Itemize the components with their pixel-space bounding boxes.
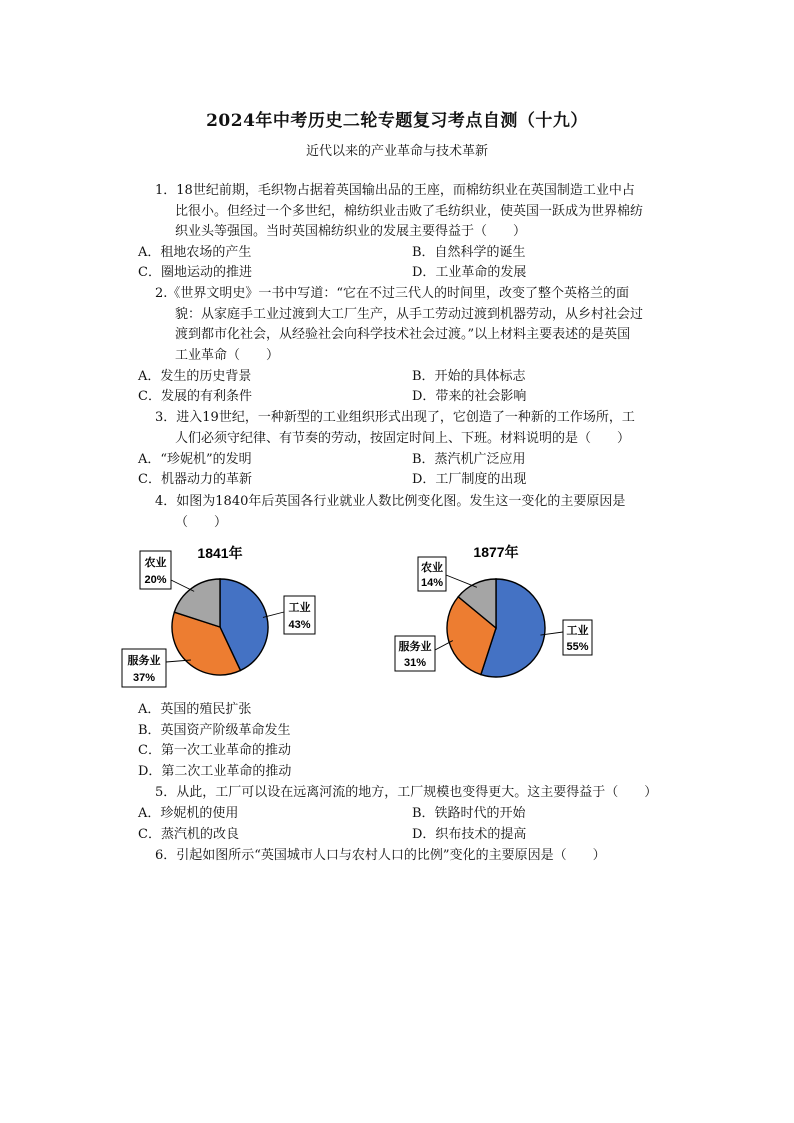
question-6-line: 6．引起如图所示“英国城市人口与农村人口的比例”变化的主要原因是（ ） bbox=[155, 848, 606, 863]
label-1877-services bbox=[395, 636, 435, 671]
option-3a[interactable]: A．“珍妮机”的发明 bbox=[138, 452, 252, 467]
svg-text:服务业: 服务业 bbox=[398, 641, 432, 653]
question-1-line: 织业头等强国。当时英国棉纺织业的发展主要得益于（ ） bbox=[175, 224, 527, 239]
leader-line-agriculture bbox=[446, 575, 477, 587]
svg-text:43%: 43% bbox=[288, 619, 311, 631]
option-2d[interactable]: D．带来的社会影响 bbox=[412, 389, 527, 404]
option-4d[interactable]: D．第二次工业革命的推动 bbox=[138, 764, 292, 779]
question-3-line: 3．进入19世纪，一种新型的工业组织形式出现了，它创造了一种新的工作场所，工 bbox=[155, 410, 635, 425]
svg-text:31%: 31% bbox=[403, 657, 427, 669]
option-5a[interactable]: A．珍妮机的使用 bbox=[138, 806, 239, 821]
question-5-line: 5．从此，工厂可以设在远离河流的地方，工厂规模也变得更大。这主要得益于（ ） bbox=[155, 785, 658, 800]
label-1841-services bbox=[122, 649, 166, 687]
svg-text:37%: 37% bbox=[132, 672, 156, 684]
option-4b[interactable]: B．英国资产阶级革命发生 bbox=[138, 723, 291, 738]
svg-text:服务业: 服务业 bbox=[127, 655, 161, 667]
option-5c[interactable]: C．蒸汽机的改良 bbox=[138, 827, 239, 842]
svg-text:14%: 14% bbox=[420, 577, 444, 589]
label-1877-industry bbox=[563, 620, 592, 655]
question-1-line: 比很小。但经过一个多世纪，棉纺织业击败了毛纺织业，使英国一跃成为世界棉纺 bbox=[175, 204, 644, 219]
label-1841-agriculture bbox=[140, 551, 171, 589]
label-1877-agriculture bbox=[418, 557, 446, 591]
question-3-line: 人们必须守纪律、有节奏的劳动，按固定时间上、下班。材料说明的是（ ） bbox=[175, 431, 631, 446]
option-2c[interactable]: C．发展的有利条件 bbox=[138, 389, 252, 404]
svg-text:农业: 农业 bbox=[144, 557, 167, 569]
svg-text:农业: 农业 bbox=[421, 562, 443, 574]
option-4a[interactable]: A．英国的殖民扩张 bbox=[138, 702, 252, 717]
option-5b[interactable]: B．铁路时代的开始 bbox=[412, 806, 526, 821]
option-3d[interactable]: D．工厂制度的出现 bbox=[412, 472, 527, 487]
option-2b[interactable]: B．开始的具体标志 bbox=[412, 369, 526, 384]
question-2-line: 2.《世界文明史》一书中写道：“它在不过三代人的时间里，改变了整个英格兰的面 bbox=[155, 286, 630, 301]
svg-text:工业: 工业 bbox=[566, 625, 589, 637]
employment-pie-charts bbox=[110, 540, 630, 690]
svg-text:工业: 工业 bbox=[288, 602, 311, 614]
question-1-line: 1．18世纪前期，毛织物占据着英国输出品的王座，而棉纺织业在英国制造工业中占 bbox=[155, 183, 635, 198]
option-1a[interactable]: A．租地农场的产生 bbox=[138, 245, 252, 260]
question-2-line: 貌：从家庭手工业过渡到大工厂生产，从手工劳动过渡到机器劳动，从乡村社会过 bbox=[175, 307, 644, 322]
option-1c[interactable]: C．圈地运动的推进 bbox=[138, 265, 252, 280]
option-1d[interactable]: D．工业革命的发展 bbox=[412, 265, 527, 280]
svg-text:55%: 55% bbox=[566, 641, 589, 653]
option-4c[interactable]: C．第一次工业革命的推动 bbox=[138, 743, 291, 758]
page-title: 2024年中考历史二轮专题复习考点自测（十九） bbox=[206, 111, 588, 131]
option-2a[interactable]: A．发生的历史背景 bbox=[138, 369, 252, 384]
leader-line-agriculture bbox=[171, 580, 194, 591]
option-5d[interactable]: D．织布技术的提高 bbox=[412, 827, 527, 842]
svg-text:20%: 20% bbox=[144, 574, 167, 586]
option-3b[interactable]: B．蒸汽机广泛应用 bbox=[412, 452, 526, 467]
label-1841-industry bbox=[284, 596, 315, 634]
chart-1841-title: 1841年 bbox=[197, 545, 243, 561]
option-3c[interactable]: C．机器动力的革新 bbox=[138, 472, 252, 487]
page-subtitle: 近代以来的产业革命与技术革新 bbox=[305, 144, 488, 159]
option-1b[interactable]: B．自然科学的诞生 bbox=[412, 245, 526, 260]
question-2-line: 渡到都市化社会，从经验社会向科学技术社会过渡。”以上材料主要表述的是英国 bbox=[175, 327, 631, 342]
pie-1877 bbox=[447, 579, 545, 677]
question-4-line: （ ） bbox=[175, 515, 228, 530]
question-2-line: 工业革命（ ） bbox=[175, 348, 280, 363]
chart-1877-title: 1877年 bbox=[473, 544, 519, 560]
question-4-line: 4．如图为1840年后英国各行业就业人数比例变化图。发生这一变化的主要原因是 bbox=[155, 494, 626, 509]
